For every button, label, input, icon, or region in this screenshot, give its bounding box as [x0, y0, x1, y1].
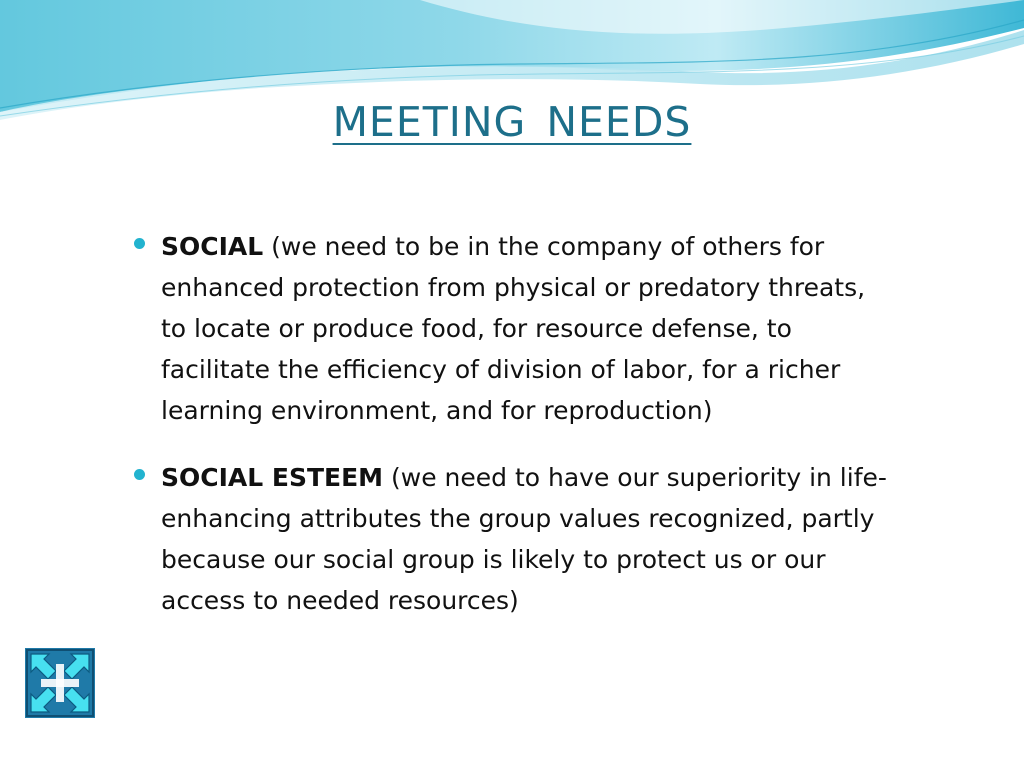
bullet-dot-icon	[134, 238, 145, 249]
slide-title	[0, 98, 1024, 146]
bullet-term: SOCIAL ESTEEM	[161, 463, 384, 492]
bullet-dot-icon	[134, 469, 145, 480]
slide-title-text: MEETING NEEDS	[332, 98, 692, 146]
bullet-list	[130, 226, 890, 647]
bullet-item-social-esteem	[130, 457, 890, 621]
bullet-text: (we need to be in the company of others for enhanced protection from physical or predatory threats, to locate or produce food, for resource defense, to facilitate the efficiency of division of labor, for a richer learning environment, and for reproduction)	[161, 232, 866, 425]
crossed-arrows-icon	[25, 648, 95, 718]
bullet-text: (we need to have our superiority in life-enhancing attributes the group values recognized, partly because our social group is likely to protect us or our access to needed resources)	[161, 463, 887, 615]
bullet-item-social	[130, 226, 890, 431]
bullet-term: SOCIAL	[161, 232, 264, 261]
